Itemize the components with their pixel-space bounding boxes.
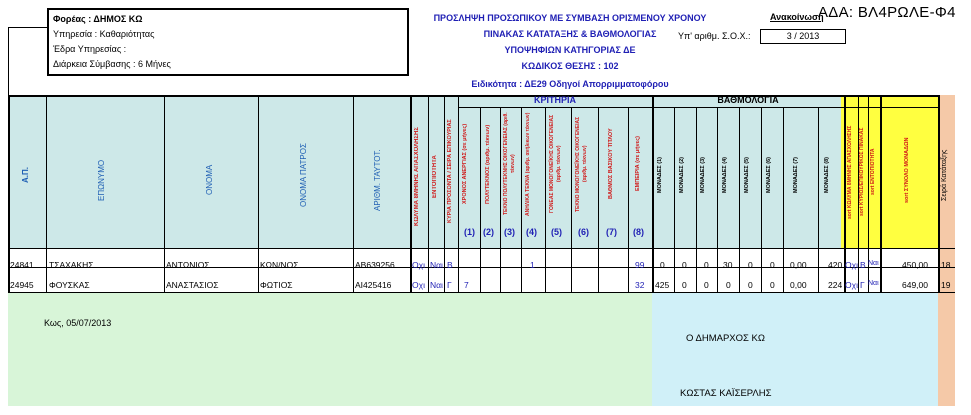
c4-header: ΑΝΗΛΙΚΑ ΤΕΚΝΑ (αριθμ. ανήλικων τέκνων) — [525, 112, 531, 216]
row-m6: 0 — [770, 260, 775, 270]
frame-line — [8, 27, 48, 28]
row-id: AI425416 — [355, 280, 392, 290]
row-local: Ναι — [430, 260, 443, 270]
row-c8: 99 — [635, 260, 645, 270]
title-line-2: ΠΙΝΑΚΑΣ ΚΑΤΑΤΑΞΗΣ & ΒΑΘΜΟΛΟΓΙΑΣ — [483, 29, 657, 39]
m4-header: ΜΟΝΑΔΕΣ (4) — [722, 157, 728, 193]
col-sep — [818, 107, 819, 292]
row-ap: 24945 — [10, 280, 34, 290]
row-sort-block: Οχι — [845, 260, 858, 270]
duration-label: Διάρκεια Σύμβασης : 6 Μήνες — [53, 59, 171, 69]
m8-header: ΜΟΝΑΔΕΣ (8) — [824, 157, 830, 193]
m5-header: ΜΟΝΑΔΕΣ (5) — [744, 157, 750, 193]
col-sep — [717, 107, 718, 292]
row-name: ΑΝΤΩΝΙΟΣ — [166, 260, 210, 270]
c5-number: (5) — [551, 227, 562, 237]
col-sep — [938, 95, 940, 292]
criteria-header: ΚΡΙΤΗΡΙΑ — [533, 95, 576, 105]
row-block: Οχι — [412, 260, 425, 270]
col-sep — [258, 95, 259, 292]
sort-total-header: sort ΣΥΝΟΛΟ ΜΟΝΑΔΩΝ — [904, 137, 910, 203]
row-m7: 0,00 — [790, 280, 807, 290]
c8-number: (8) — [633, 227, 644, 237]
sort-main-header: sort ΚΥΡΙΟΣ/ΕΠΙΚΟΥΡΙΚΟΣ ΠΙΝΑΚΑΣ — [859, 127, 865, 217]
m7-header: ΜΟΝΑΔΕΣ (7) — [793, 157, 799, 193]
row-c1: 7 — [464, 280, 469, 290]
row-main: Γ — [447, 280, 452, 290]
row-id: AB639256 — [355, 260, 395, 270]
father-header: ΟΝΟΜΑ ΠΑΤΡΟΣ — [299, 143, 308, 207]
row-block: Οχι — [412, 280, 425, 290]
col-sep — [571, 107, 572, 292]
col-sep — [428, 95, 429, 292]
m1-header: ΜΟΝΑΔΕΣ (1) — [657, 157, 663, 193]
col-sep — [598, 107, 599, 292]
row-m2: 0 — [682, 260, 687, 270]
col-sep — [628, 107, 629, 292]
col-sep — [696, 107, 697, 292]
col-sep — [545, 107, 546, 292]
footer-left — [8, 293, 652, 406]
c3-number: (3) — [504, 227, 515, 237]
row-sort-local: Ναι — [868, 260, 879, 267]
col-sep — [761, 107, 762, 292]
main-header: ΚΥΡΙΑ ΠΡΟΣΟΝΤΑ / ΣΕΙΡΑ ΕΠΙΚΟΥΡΙΑΣ — [447, 119, 453, 223]
row-father: ΦΩΤΙΟΣ — [260, 280, 293, 290]
c7-header: ΒΑΘΜΟΣ ΒΑΣΙΚΟΥ ΤΙΤΛΟΥ — [608, 128, 614, 200]
block-header: ΚΩΛΥΜΑ 8ΜΗΝΗΣ ΑΠΑΣΧΟΛΗΣΗΣ — [414, 127, 420, 227]
col-sep — [652, 95, 654, 292]
ranking-table — [8, 95, 955, 406]
row-m5: 0 — [748, 260, 753, 270]
sort-block-header: sort ΚΩΛΥΜΑ 8ΜΗΝΗΣ ΑΠΑΣΧΟΛΗΣΗΣ — [847, 125, 853, 219]
row-name: ΑΝΑΣΤΑΣΙΟΣ — [166, 280, 219, 290]
c1-number: (1) — [464, 227, 475, 237]
footer-date: Κως, 05/07/2013 — [44, 318, 112, 328]
rank-header: Σειρά Κατάταξης — [941, 149, 948, 201]
title-line-4: ΚΩΔΙΚΟΣ ΘΕΣΗΣ : 102 — [521, 61, 619, 71]
group-border — [458, 107, 938, 108]
row-m4: 30 — [723, 260, 733, 270]
c6-header: ΤΕΚΝΟ ΜΟΝΟΓΟΝΕΪΚΗΣ ΟΙΚΟΓΕΝΕΙΑΣ (αριθμ. τέκνων) — [575, 116, 588, 212]
row-m8: 224 — [828, 280, 843, 290]
seat-label: Έδρα Υπηρεσίας : — [53, 44, 127, 54]
local-header: ΕΝΤΟΠΙΟΤΗΤΑ — [432, 155, 438, 199]
row-sort-local: Ναι — [868, 280, 879, 287]
row-sort-block: Οχι — [845, 280, 858, 290]
row-c8: 32 — [635, 280, 645, 290]
c8-header: ΕΜΠΕΙΡΙΑ (σε μήνες) — [635, 136, 641, 192]
row-m7: 0,00 — [790, 260, 807, 270]
row-m3: 0 — [704, 280, 709, 290]
row-m5: 0 — [748, 280, 753, 290]
row-father: ΚΩΝ/ΝΟΣ — [260, 260, 299, 270]
c2-number: (2) — [483, 227, 494, 237]
col-sep — [480, 107, 481, 292]
title-line-3: ΥΠΟΨΗΦΙΩΝ ΚΑΤΗΓΟΡΙΑΣ ΔΕ — [504, 45, 636, 55]
ada-code: ΑΔΑ: ΒΛ4ΡΩΛΕ-Φ4 — [818, 4, 956, 21]
row-m1: 0 — [660, 260, 665, 270]
mayor-title: Ο ΔΗΜΑΡΧΟΣ ΚΩ — [686, 333, 765, 344]
c5-header: ΓΟΝΕΑΣ ΜΟΝΟΓΟΝΕΪΚΗΣ ΟΙΚΟΓΕΝΕΙΑΣ (αριθμ. τέκνων) — [549, 114, 562, 214]
scoring-header: ΒΑΘΜΟΛΟΓΙΑ — [717, 95, 779, 105]
row-m2: 0 — [682, 280, 687, 290]
m3-header: ΜΟΝΑΔΕΣ (3) — [700, 157, 706, 193]
col-sep — [46, 95, 47, 292]
row-m8: 420 — [828, 260, 843, 270]
border — [8, 267, 955, 268]
border — [8, 248, 955, 249]
c4-number: (4) — [526, 227, 537, 237]
sort-local-header: sort ΕΝΤΟΠΙΟΤΗΤΑ — [870, 148, 876, 196]
row-total: 649,00 — [902, 280, 928, 290]
row-m1: 425 — [655, 280, 670, 290]
row-sort-main: Β — [860, 260, 866, 270]
col-sep — [500, 107, 501, 292]
c3-header: ΤΕΚΝΟ ΠΟΛΥΤΕΚΝΗΣ ΟΙΚΟΓΕΝΕΙΑΣ (αριθ. τέκνων) — [503, 112, 516, 216]
c6-number: (6) — [578, 227, 589, 237]
row-rank: 18 — [941, 260, 951, 270]
c7-number: (7) — [606, 227, 617, 237]
title-line-1: ΠΡΟΣΛΗΨΗ ΠΡΟΣΩΠΙΚΟΥ ΜΕ ΣΥΜΒΑΣΗ ΟΡΙΣΜΕΝΟΥ ΧΡΟΝΟΥ — [433, 13, 707, 23]
col-sep — [880, 95, 882, 292]
col-sep — [521, 107, 522, 292]
row-rank: 19 — [941, 280, 951, 290]
c1-header: ΧΡΟΝΟΣ ΑΝΕΡΓΙΑΣ (σε μήνες) — [462, 123, 468, 205]
row-c4: 1 — [530, 260, 535, 270]
row-local: Ναι — [430, 280, 443, 290]
row-surname: ΦΟΥΣΚΑΣ — [49, 280, 90, 290]
c2-header: ΠΟΛΥΤΕΚΝΟΣ (αριθμ. τέκνων) — [485, 124, 491, 204]
row-total: 450,00 — [902, 260, 928, 270]
col-sep — [783, 107, 784, 292]
row-main: Β — [447, 260, 453, 270]
col-sep — [739, 107, 740, 292]
ref-label: Υπ' αριθμ. Σ.Ο.Χ.: — [678, 31, 751, 41]
col-sep — [164, 95, 165, 292]
row-m4: 0 — [726, 280, 731, 290]
agency-label: Φορέας : ΔΗΜΟΣ ΚΩ — [53, 14, 143, 24]
mayor-name: ΚΩΣΤΑΣ ΚΑΪΣΕΡΛΗΣ — [680, 388, 772, 399]
col-sep — [353, 95, 354, 292]
row-surname: ΤΣΑΧΑΚΗΣ — [49, 260, 94, 270]
row-m3: 0 — [704, 260, 709, 270]
row-sort-main: Γ — [860, 280, 865, 290]
m2-header: ΜΟΝΑΔΕΣ (2) — [679, 157, 685, 193]
title-line-5: Ειδικότητα : ΔΕ29 Οδηγοί Απορριμματοφόρου — [471, 79, 669, 89]
surname-header: ΕΠΩΝΥΜΟ — [97, 159, 106, 201]
announcement-label: Ανακοίνωση — [770, 12, 824, 22]
id-header: ΑΡΙΘΜ. ΤΑΥΤΟΤ. — [373, 149, 382, 211]
row-m6: 0 — [770, 280, 775, 290]
name-header: ΟΝΟΜΑ — [205, 164, 214, 196]
frame-line — [8, 27, 9, 95]
col-sep — [674, 107, 675, 292]
info-box — [47, 8, 409, 76]
service-label: Υπηρεσία : Καθαριότητας — [53, 29, 155, 39]
col-sep — [458, 95, 459, 292]
ref-value: 3 / 2013 — [760, 29, 846, 44]
m6-header: ΜΟΝΑΔΕΣ (6) — [766, 157, 772, 193]
row-ap: 24841 — [10, 260, 34, 270]
col-sep — [444, 95, 445, 292]
ap-header: Α.Π. — [21, 167, 30, 183]
